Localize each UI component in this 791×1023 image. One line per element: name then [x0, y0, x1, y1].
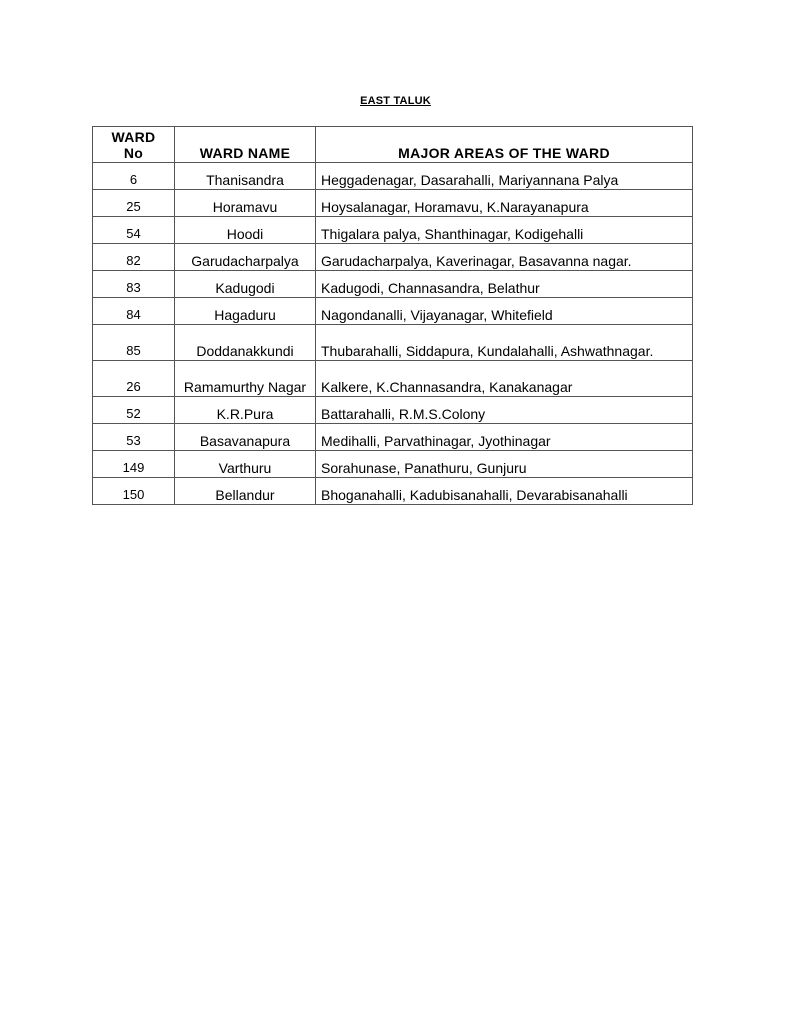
- header-ward-no-line2: No: [123, 145, 144, 161]
- header-row: [93, 127, 693, 163]
- major-areas-cell: Hoysalanagar, Horamavu, K.Narayanapura: [316, 190, 693, 217]
- ward-no-cell: 52: [93, 397, 175, 424]
- header-major-areas: MAJOR AREAS OF THE WARD: [316, 127, 693, 163]
- major-areas-cell: Thubarahalli, Siddapura, Kundalahalli, Ashwathnagar.: [316, 325, 693, 361]
- ward-no-cell: 6: [93, 163, 175, 190]
- major-areas-cell: Kalkere, K.Channasandra, Kanakanagar: [316, 361, 693, 397]
- major-areas-cell: Garudacharpalya, Kaverinagar, Basavanna nagar.: [316, 244, 693, 271]
- table-row: [93, 163, 693, 190]
- major-areas-cell: Medihalli, Parvathinagar, Jyothinagar: [316, 424, 693, 451]
- table-row: [93, 244, 693, 271]
- ward-name-cell: Garudacharpalya: [175, 244, 316, 271]
- major-areas-cell: Kadugodi, Channasandra, Belathur: [316, 271, 693, 298]
- ward-name-cell: Kadugodi: [175, 271, 316, 298]
- ward-no-cell: 83: [93, 271, 175, 298]
- ward-no-cell: 84: [93, 298, 175, 325]
- major-areas-cell: Bhoganahalli, Kadubisanahalli, Devarabisanahalli: [316, 478, 693, 505]
- table-row: [93, 451, 693, 478]
- ward-no-cell: 150: [93, 478, 175, 505]
- table-row: [93, 478, 693, 505]
- ward-name-cell: Varthuru: [175, 451, 316, 478]
- header-ward-no: [93, 127, 175, 163]
- major-areas-cell: Sorahunase, Panathuru, Gunjuru: [316, 451, 693, 478]
- ward-name-cell: Doddanakkundi: [175, 325, 316, 361]
- table-row: [93, 271, 693, 298]
- page-title: EAST TALUK: [360, 95, 431, 107]
- header-ward-no-line1: WARD: [111, 129, 156, 145]
- table-row: [93, 361, 693, 397]
- ward-no-cell: 149: [93, 451, 175, 478]
- table-body: [93, 163, 693, 505]
- ward-no-cell: 85: [93, 325, 175, 361]
- ward-name-cell: Thanisandra: [175, 163, 316, 190]
- table-row: [93, 217, 693, 244]
- ward-no-cell: 25: [93, 190, 175, 217]
- ward-table: [92, 126, 693, 505]
- ward-no-cell: 26: [93, 361, 175, 397]
- table-row: [93, 424, 693, 451]
- ward-name-cell: Ramamurthy Nagar: [175, 361, 316, 397]
- major-areas-cell: Heggadenagar, Dasarahalli, Mariyannana Palya: [316, 163, 693, 190]
- ward-no-cell: 53: [93, 424, 175, 451]
- ward-name-cell: Hoodi: [175, 217, 316, 244]
- ward-name-cell: Bellandur: [175, 478, 316, 505]
- table-row: [93, 325, 693, 361]
- major-areas-cell: Nagondanalli, Vijayanagar, Whitefield: [316, 298, 693, 325]
- table-row: [93, 298, 693, 325]
- ward-name-cell: Basavanapura: [175, 424, 316, 451]
- ward-name-cell: K.R.Pura: [175, 397, 316, 424]
- major-areas-cell: Thigalara palya, Shanthinagar, Kodigehalli: [316, 217, 693, 244]
- major-areas-cell: Battarahalli, R.M.S.Colony: [316, 397, 693, 424]
- table-row: [93, 397, 693, 424]
- header-ward-name: WARD NAME: [175, 127, 316, 163]
- ward-no-cell: 82: [93, 244, 175, 271]
- table-row: [93, 190, 693, 217]
- ward-name-cell: Horamavu: [175, 190, 316, 217]
- ward-name-cell: Hagaduru: [175, 298, 316, 325]
- table-header: [93, 127, 693, 163]
- ward-no-cell: 54: [93, 217, 175, 244]
